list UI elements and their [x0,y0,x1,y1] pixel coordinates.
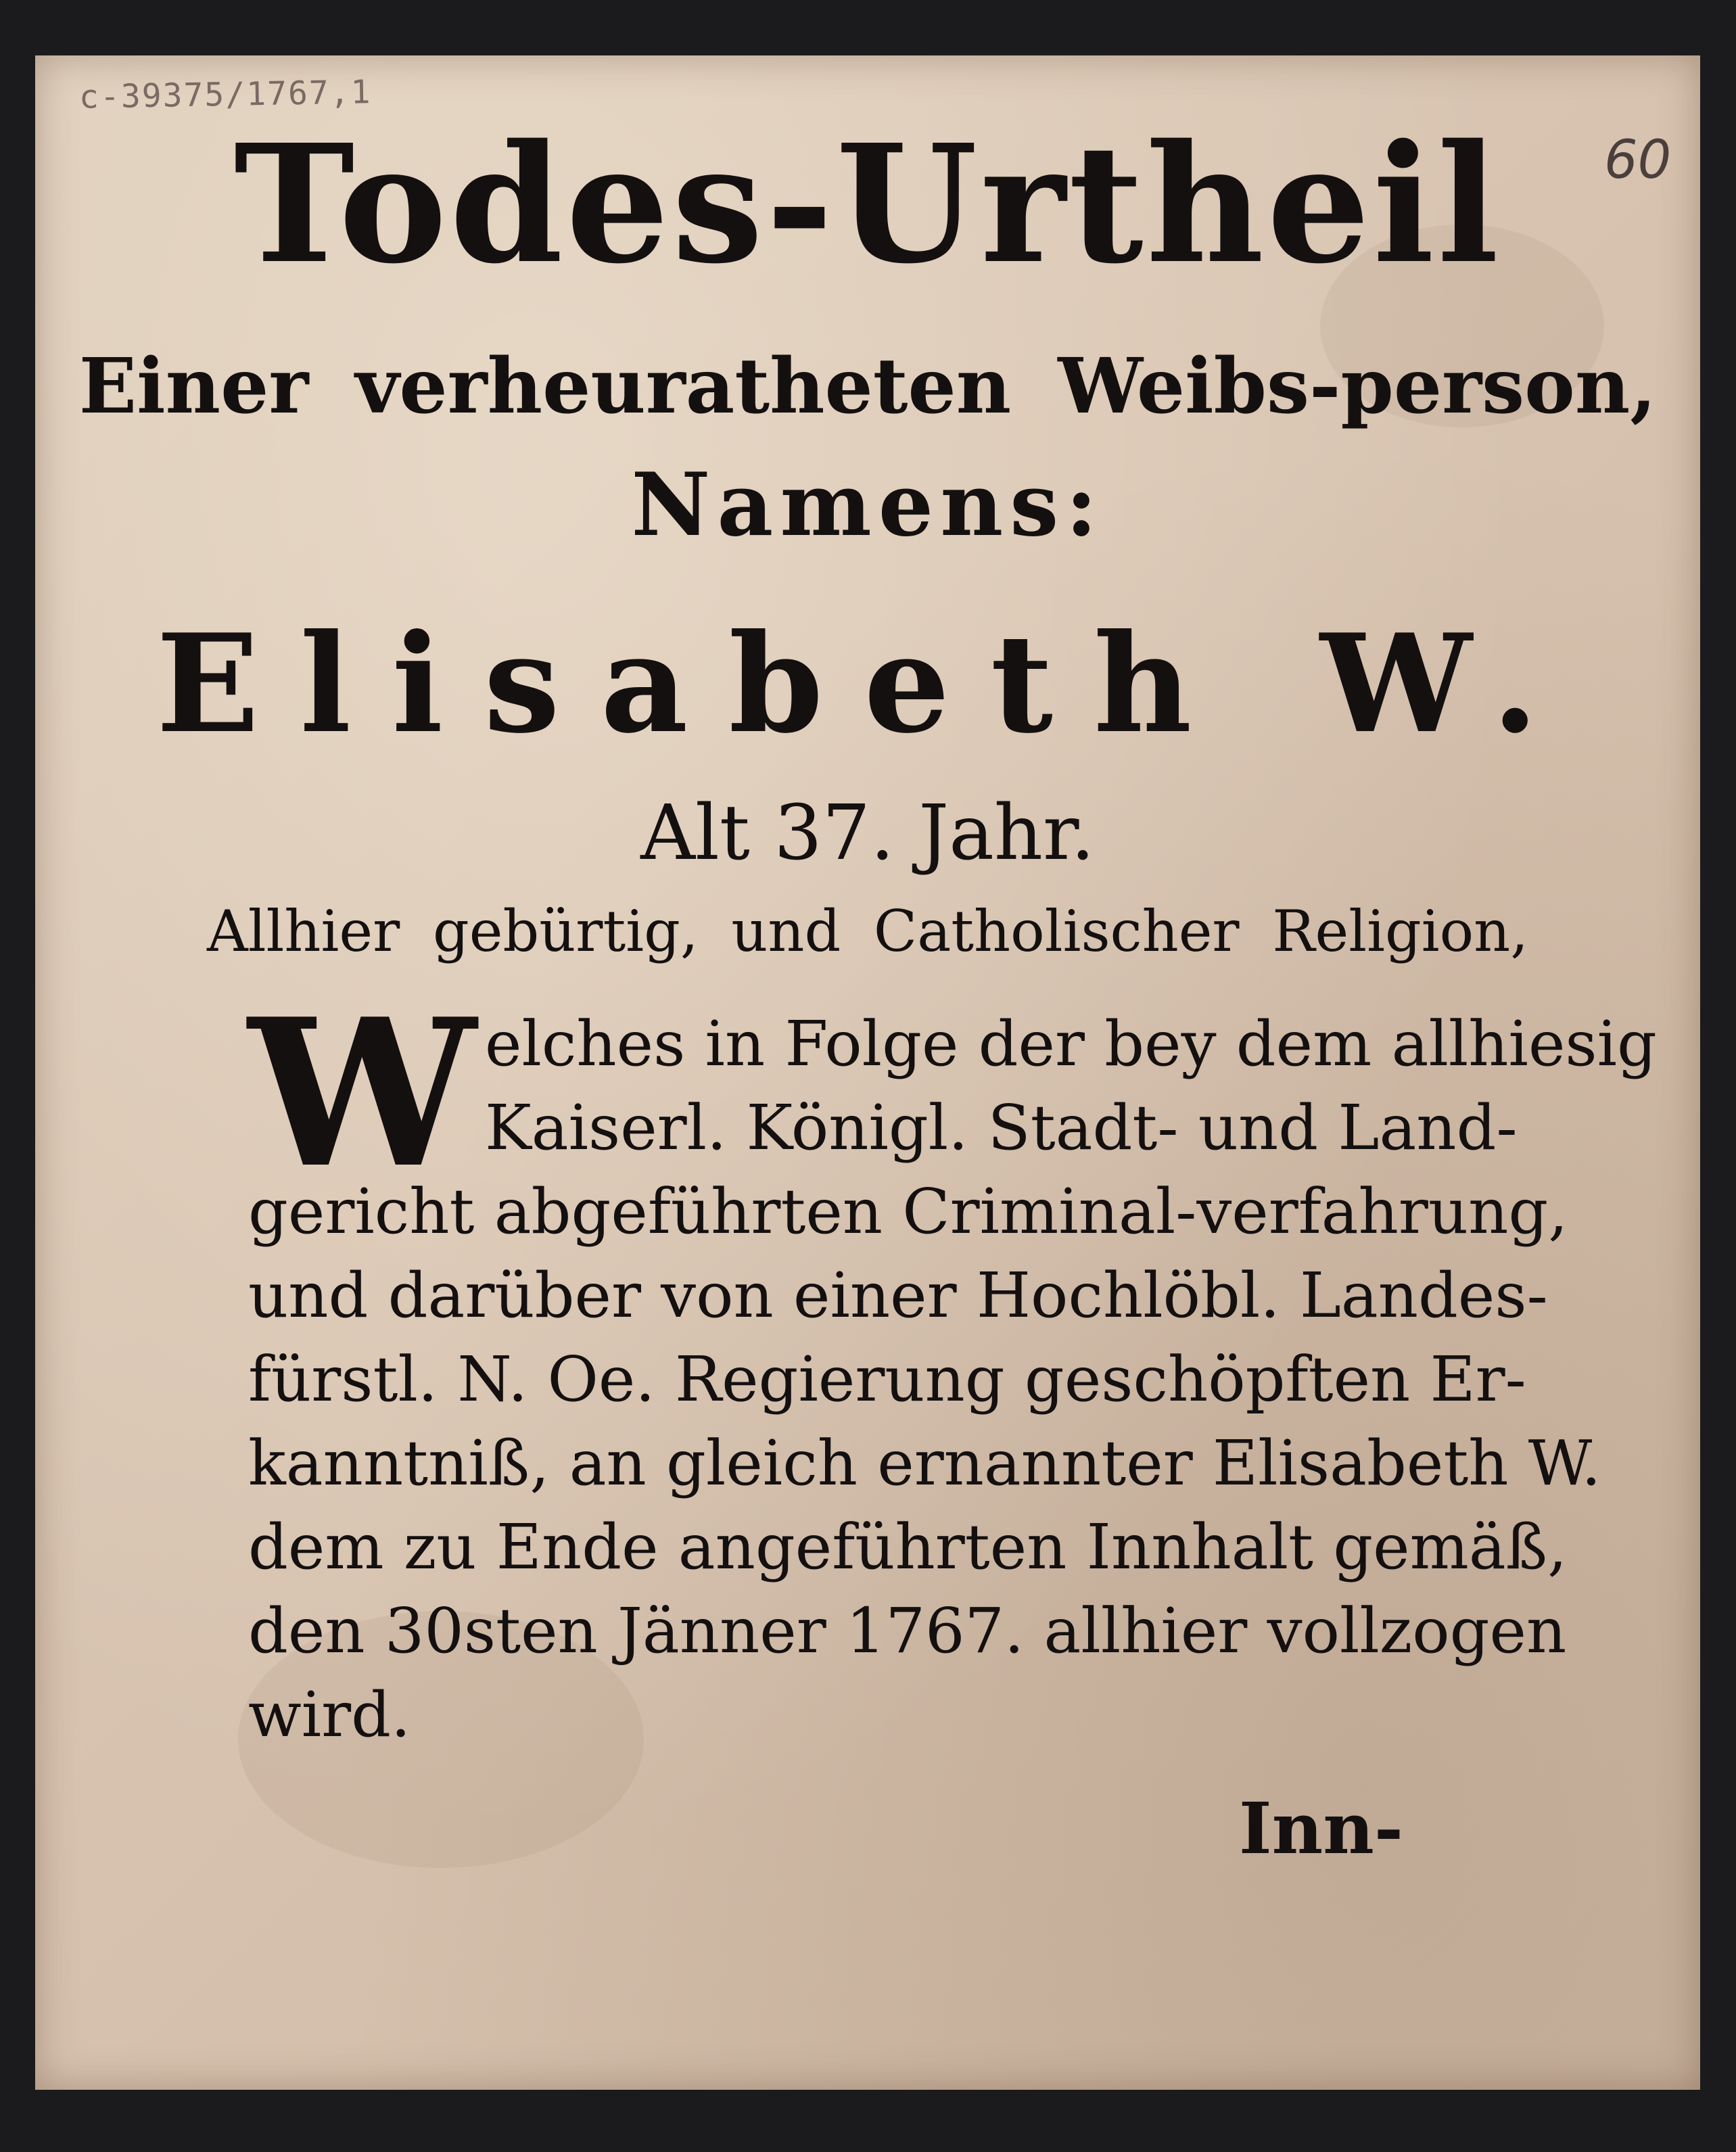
body-line: Kaiserl. Königl. Stadt- und Land- [485,1092,1518,1164]
body-line: fürstl. N. Oe. Regierung geschöpften Er- [248,1343,1526,1416]
body-line: und darüber von einer Hochlöbl. Landes- [248,1259,1548,1332]
person-origin: Allhier gebürtig, und Catholischer Religion, [207,898,1528,964]
folio-number: 60 [1604,130,1672,191]
person-name: Elisabeth W. [156,605,1580,764]
document-page [35,55,1700,2090]
catchword: Inn- [1239,1787,1404,1870]
body-line-last: wird. [248,1679,411,1751]
body-line: kanntniß, an gleich ernannter Elisabeth W. [248,1427,1601,1499]
subtitle-line-1: Einer verheuratheten Weibs-person, [78,342,1657,431]
body-text [248,974,1657,1757]
body-line: elches in Folge der bey dem allhiesig [485,1008,1657,1080]
body-line: dem zu Ende angeführten Innhalt gemäß, [248,1511,1568,1583]
document-title: Todes-Urtheil [233,109,1502,300]
body-line: den 30sten Jänner 1767. allhier vollzogen [248,1595,1567,1667]
accession-number: c-39375/1767,1 [78,73,373,116]
drop-cap: W [248,974,476,1213]
person-age: Alt 37. Jahr. [640,789,1095,877]
subtitle-line-2: Namens: [631,454,1104,556]
body-line: gericht abgeführten Criminal-verfahrung, [248,1175,1568,1248]
